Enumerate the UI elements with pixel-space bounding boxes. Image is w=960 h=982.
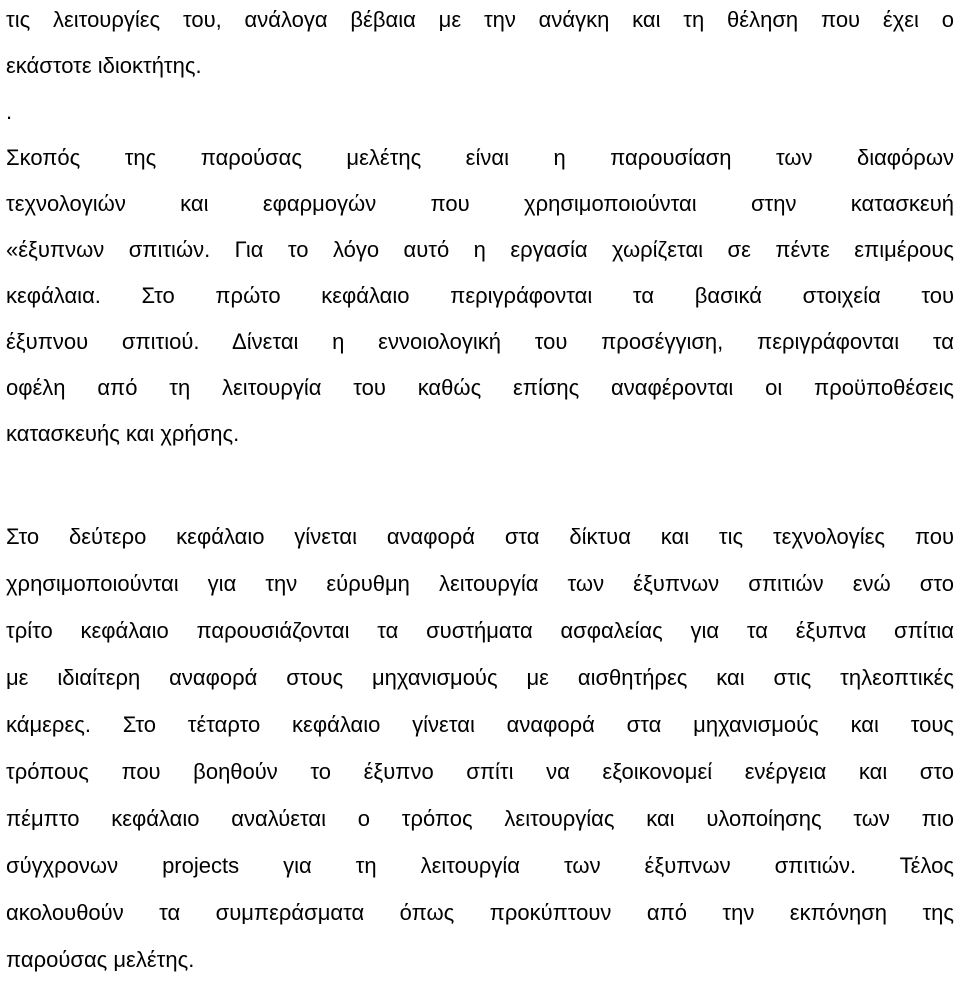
text-line: χρησιμοποιούνται για την εύρυθμη λειτουργία των έξυπνων σπιτιών ενώ στο [6,571,954,596]
separator-dot: . [6,99,13,124]
text-line: οφέλη από τη λειτουργία του καθώς επίσης αναφέρονται οι προϋποθέσεις [6,375,954,400]
text-line: παρούσας μελέτης. [6,947,195,972]
text-line: εκάστοτε ιδιοκτήτης. [6,53,202,78]
text-line: Στο δεύτερο κεφάλαιο γίνεται αναφορά στα δίκτυα και τις τεχνολογίες που [6,524,954,549]
text-line: πέμπτο κεφάλαιο αναλύεται ο τρόπος λειτουργίας και υλοποίησης των πιο [6,806,954,831]
text-line: με ιδιαίτερη αναφορά στους μηχανισμούς με αισθητήρες και στις τηλεοπτικές [6,665,954,690]
text-line: τεχνολογιών και εφαρμογών που χρησιμοποιούνται στην κατασκευή [6,191,954,216]
text-line: τρόπους που βοηθούν το έξυπνο σπίτι να εξοικονομεί ενέργεια και στο [6,759,954,784]
text-line: κεφάλαια. Στο πρώτο κεφάλαιο περιγράφονται τα βασικά στοιχεία του [6,283,954,308]
text-line: τρίτο κεφάλαιο παρουσιάζονται τα συστήματα ασφαλείας για τα έξυπνα σπίτια [6,618,954,643]
text-line: σύγχρονων projects για τη λειτουργία των έξυπνων σπιτιών. Τέλος [6,853,954,878]
text-line: «έξυπνων σπιτιών. Για το λόγο αυτό η εργασία χωρίζεται σε πέντε επιμέρους [6,237,954,262]
text-line: κατασκευής και χρήσης. [6,421,240,446]
text-line: ακολουθούν τα συμπεράσματα όπως προκύπτουν από την εκπόνηση της [6,900,954,925]
text-line: τις λειτουργίες του, ανάλογα βέβαια με την ανάγκη και τη θέληση που έχει ο [6,7,954,32]
text-line: κάμερες. Στο τέταρτο κεφάλαιο γίνεται αναφορά στα μηχανισμούς και τους [6,712,954,737]
text-line: έξυπνου σπιτιού. Δίνεται η εννοιολογική του προσέγγιση, περιγράφονται τα [6,329,954,354]
text-line: Σκοπός της παρούσας μελέτης είναι η παρουσίαση των διαφόρων [6,145,954,170]
